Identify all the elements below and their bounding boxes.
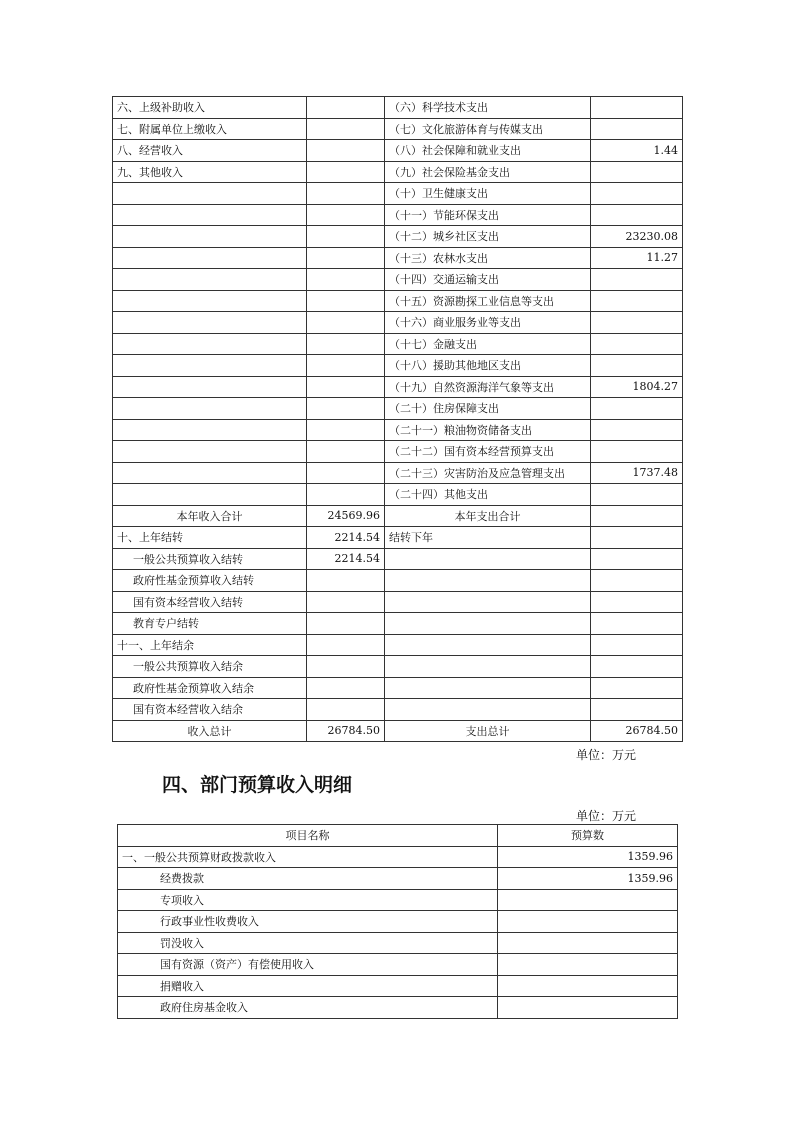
table-row <box>118 889 678 911</box>
table-cell <box>591 312 683 334</box>
table-cell <box>385 570 591 592</box>
table-cell: 十、上年结转 <box>113 527 307 549</box>
table-cell <box>307 570 385 592</box>
table-cell: （八）社会保障和就业支出 <box>385 140 591 162</box>
item-amount <box>498 975 678 997</box>
table-cell: （十三）农林水支出 <box>385 247 591 269</box>
table-row <box>113 269 683 291</box>
table-cell <box>113 333 307 355</box>
table-cell: （十八）援助其他地区支出 <box>385 355 591 377</box>
table-cell <box>113 462 307 484</box>
table-cell: （二十四）其他支出 <box>385 484 591 506</box>
table-cell: （十）卫生健康支出 <box>385 183 591 205</box>
table-cell: 国有资本经营收入结余 <box>113 699 307 721</box>
table-cell <box>113 290 307 312</box>
table-cell <box>113 355 307 377</box>
table-row <box>113 527 683 549</box>
table-cell <box>591 97 683 119</box>
table-cell: 1.44 <box>591 140 683 162</box>
table-cell: （二十一）粮油物资储备支出 <box>385 419 591 441</box>
table-row <box>113 484 683 506</box>
table-cell: （九）社会保险基金支出 <box>385 161 591 183</box>
table-cell <box>591 118 683 140</box>
table-cell <box>385 613 591 635</box>
table-row <box>113 140 683 162</box>
table-cell: （七）文化旅游体育与传媒支出 <box>385 118 591 140</box>
table-cell <box>591 269 683 291</box>
table-cell: （十九）自然资源海洋气象等支出 <box>385 376 591 398</box>
table-cell <box>591 527 683 549</box>
table-row <box>113 656 683 678</box>
table-cell: （十五）资源勘探工业信息等支出 <box>385 290 591 312</box>
table-cell <box>591 333 683 355</box>
table-row <box>113 226 683 248</box>
table-cell <box>591 441 683 463</box>
table-cell: 支出总计 <box>385 720 591 742</box>
column-header-name: 项目名称 <box>118 825 498 847</box>
table-cell <box>307 269 385 291</box>
table-cell <box>385 591 591 613</box>
table-cell <box>307 419 385 441</box>
item-name: 行政事业性收费收入 <box>118 911 498 933</box>
table-row <box>118 954 678 976</box>
table-cell <box>591 204 683 226</box>
table-cell <box>307 204 385 226</box>
table-row <box>113 462 683 484</box>
table-cell <box>591 398 683 420</box>
table-cell <box>591 570 683 592</box>
table-cell <box>113 269 307 291</box>
table-row <box>113 613 683 635</box>
column-header-amount: 预算数 <box>498 825 678 847</box>
table-row <box>113 290 683 312</box>
table-cell <box>591 548 683 570</box>
table-row <box>118 997 678 1019</box>
section-title: 四、部门预算收入明细 <box>162 774 353 796</box>
table-cell <box>591 591 683 613</box>
table-cell <box>385 699 591 721</box>
table-row <box>113 570 683 592</box>
table-cell <box>113 247 307 269</box>
table-cell <box>307 333 385 355</box>
table-cell <box>591 183 683 205</box>
table-cell: 九、其他收入 <box>113 161 307 183</box>
table-cell <box>113 419 307 441</box>
table-cell <box>113 183 307 205</box>
table-cell: 11.27 <box>591 247 683 269</box>
table-cell <box>307 398 385 420</box>
table-cell: 结转下年 <box>385 527 591 549</box>
table-row <box>118 868 678 890</box>
table-cell <box>591 419 683 441</box>
budget-summary-body <box>113 97 683 742</box>
table-cell: （六）科学技术支出 <box>385 97 591 119</box>
table-cell: 本年收入合计 <box>113 505 307 527</box>
table-cell <box>307 140 385 162</box>
table-cell: 本年支出合计 <box>385 505 591 527</box>
table-cell <box>307 118 385 140</box>
table-cell: 六、上级补助收入 <box>113 97 307 119</box>
item-name: 罚没收入 <box>118 932 498 954</box>
table-row <box>113 677 683 699</box>
table-cell <box>385 634 591 656</box>
table-cell: 一般公共预算收入结转 <box>113 548 307 570</box>
table-cell: （十四）交通运输支出 <box>385 269 591 291</box>
item-amount <box>498 997 678 1019</box>
table-row <box>118 911 678 933</box>
table-cell: 十一、上年结余 <box>113 634 307 656</box>
table-cell <box>591 613 683 635</box>
unit-label: 单位：万元 <box>576 809 637 823</box>
table-cell <box>307 591 385 613</box>
table-row <box>113 720 683 742</box>
table-cell: 国有资本经营收入结转 <box>113 591 307 613</box>
table-row <box>113 398 683 420</box>
item-name: 政府住房基金收入 <box>118 997 498 1019</box>
table-cell <box>307 226 385 248</box>
table-row <box>113 312 683 334</box>
table-row <box>118 975 678 997</box>
budget-summary-table <box>112 96 683 742</box>
table-cell <box>307 97 385 119</box>
item-name: 捐赠收入 <box>118 975 498 997</box>
table-cell: 26784.50 <box>307 720 385 742</box>
unit-label: 单位：万元 <box>576 748 637 762</box>
table-row <box>113 161 683 183</box>
table-cell <box>307 161 385 183</box>
table-cell: 1804.27 <box>591 376 683 398</box>
item-amount <box>498 932 678 954</box>
table-cell <box>591 290 683 312</box>
table-row <box>113 591 683 613</box>
table-row <box>113 634 683 656</box>
table-cell <box>307 634 385 656</box>
table-cell <box>307 484 385 506</box>
table-cell <box>307 183 385 205</box>
table-cell: （十一）节能环保支出 <box>385 204 591 226</box>
table-cell: （二十二）国有资本经营预算支出 <box>385 441 591 463</box>
table-cell: 政府性基金预算收入结转 <box>113 570 307 592</box>
table-row <box>113 699 683 721</box>
table-cell <box>307 441 385 463</box>
item-name: 专项收入 <box>118 889 498 911</box>
item-amount <box>498 911 678 933</box>
table-cell <box>307 312 385 334</box>
table-cell: （二十三）灾害防治及应急管理支出 <box>385 462 591 484</box>
table-cell <box>591 355 683 377</box>
table-cell <box>307 376 385 398</box>
table-row <box>113 355 683 377</box>
table-cell <box>307 355 385 377</box>
table-row <box>118 932 678 954</box>
table-cell <box>113 312 307 334</box>
item-amount: 1359.96 <box>498 846 678 868</box>
table-cell <box>307 656 385 678</box>
table-cell: 1737.48 <box>591 462 683 484</box>
table-cell: （十六）商业服务业等支出 <box>385 312 591 334</box>
table-cell <box>113 226 307 248</box>
table-cell <box>591 699 683 721</box>
income-detail-table <box>117 824 678 1019</box>
table-row <box>113 118 683 140</box>
item-amount: 1359.96 <box>498 868 678 890</box>
table-cell: 23230.08 <box>591 226 683 248</box>
table-cell: 收入总计 <box>113 720 307 742</box>
table-cell: 2214.54 <box>307 527 385 549</box>
table-cell: 2214.54 <box>307 548 385 570</box>
table-row <box>113 376 683 398</box>
table-cell: 政府性基金预算收入结余 <box>113 677 307 699</box>
table-cell: （二十）住房保障支出 <box>385 398 591 420</box>
item-amount <box>498 889 678 911</box>
table-cell <box>385 548 591 570</box>
table-cell: 24569.96 <box>307 505 385 527</box>
table-row <box>113 97 683 119</box>
table-cell <box>307 290 385 312</box>
table-row <box>113 247 683 269</box>
income-detail-body <box>118 846 678 1018</box>
table-cell: 七、附属单位上缴收入 <box>113 118 307 140</box>
table-row <box>113 441 683 463</box>
table-row <box>113 548 683 570</box>
table-cell <box>307 247 385 269</box>
table-row <box>113 183 683 205</box>
table-row <box>113 505 683 527</box>
table-cell <box>307 462 385 484</box>
table-row <box>113 204 683 226</box>
table-cell <box>591 656 683 678</box>
table-cell <box>591 505 683 527</box>
table-cell: （十七）金融支出 <box>385 333 591 355</box>
table-cell <box>113 484 307 506</box>
table-cell: （十二）城乡社区支出 <box>385 226 591 248</box>
table-cell <box>113 398 307 420</box>
item-amount <box>498 954 678 976</box>
item-name: 国有资源（资产）有偿使用收入 <box>118 954 498 976</box>
table-cell: 教育专户结转 <box>113 613 307 635</box>
table-row <box>113 419 683 441</box>
table-cell <box>307 677 385 699</box>
table-header-row <box>118 825 678 847</box>
table-cell: 26784.50 <box>591 720 683 742</box>
table-cell <box>307 613 385 635</box>
table-cell: 八、经营收入 <box>113 140 307 162</box>
table-row <box>118 846 678 868</box>
table-cell <box>385 656 591 678</box>
item-name: 一、一般公共预算财政拨款收入 <box>118 846 498 868</box>
table-cell <box>591 161 683 183</box>
table-cell <box>385 677 591 699</box>
table-cell <box>307 699 385 721</box>
table-cell <box>591 634 683 656</box>
table-cell: 一般公共预算收入结余 <box>113 656 307 678</box>
table-cell <box>591 677 683 699</box>
table-cell <box>113 376 307 398</box>
item-name: 经费拨款 <box>118 868 498 890</box>
table-cell <box>113 204 307 226</box>
table-row <box>113 333 683 355</box>
table-cell <box>591 484 683 506</box>
table-cell <box>113 441 307 463</box>
